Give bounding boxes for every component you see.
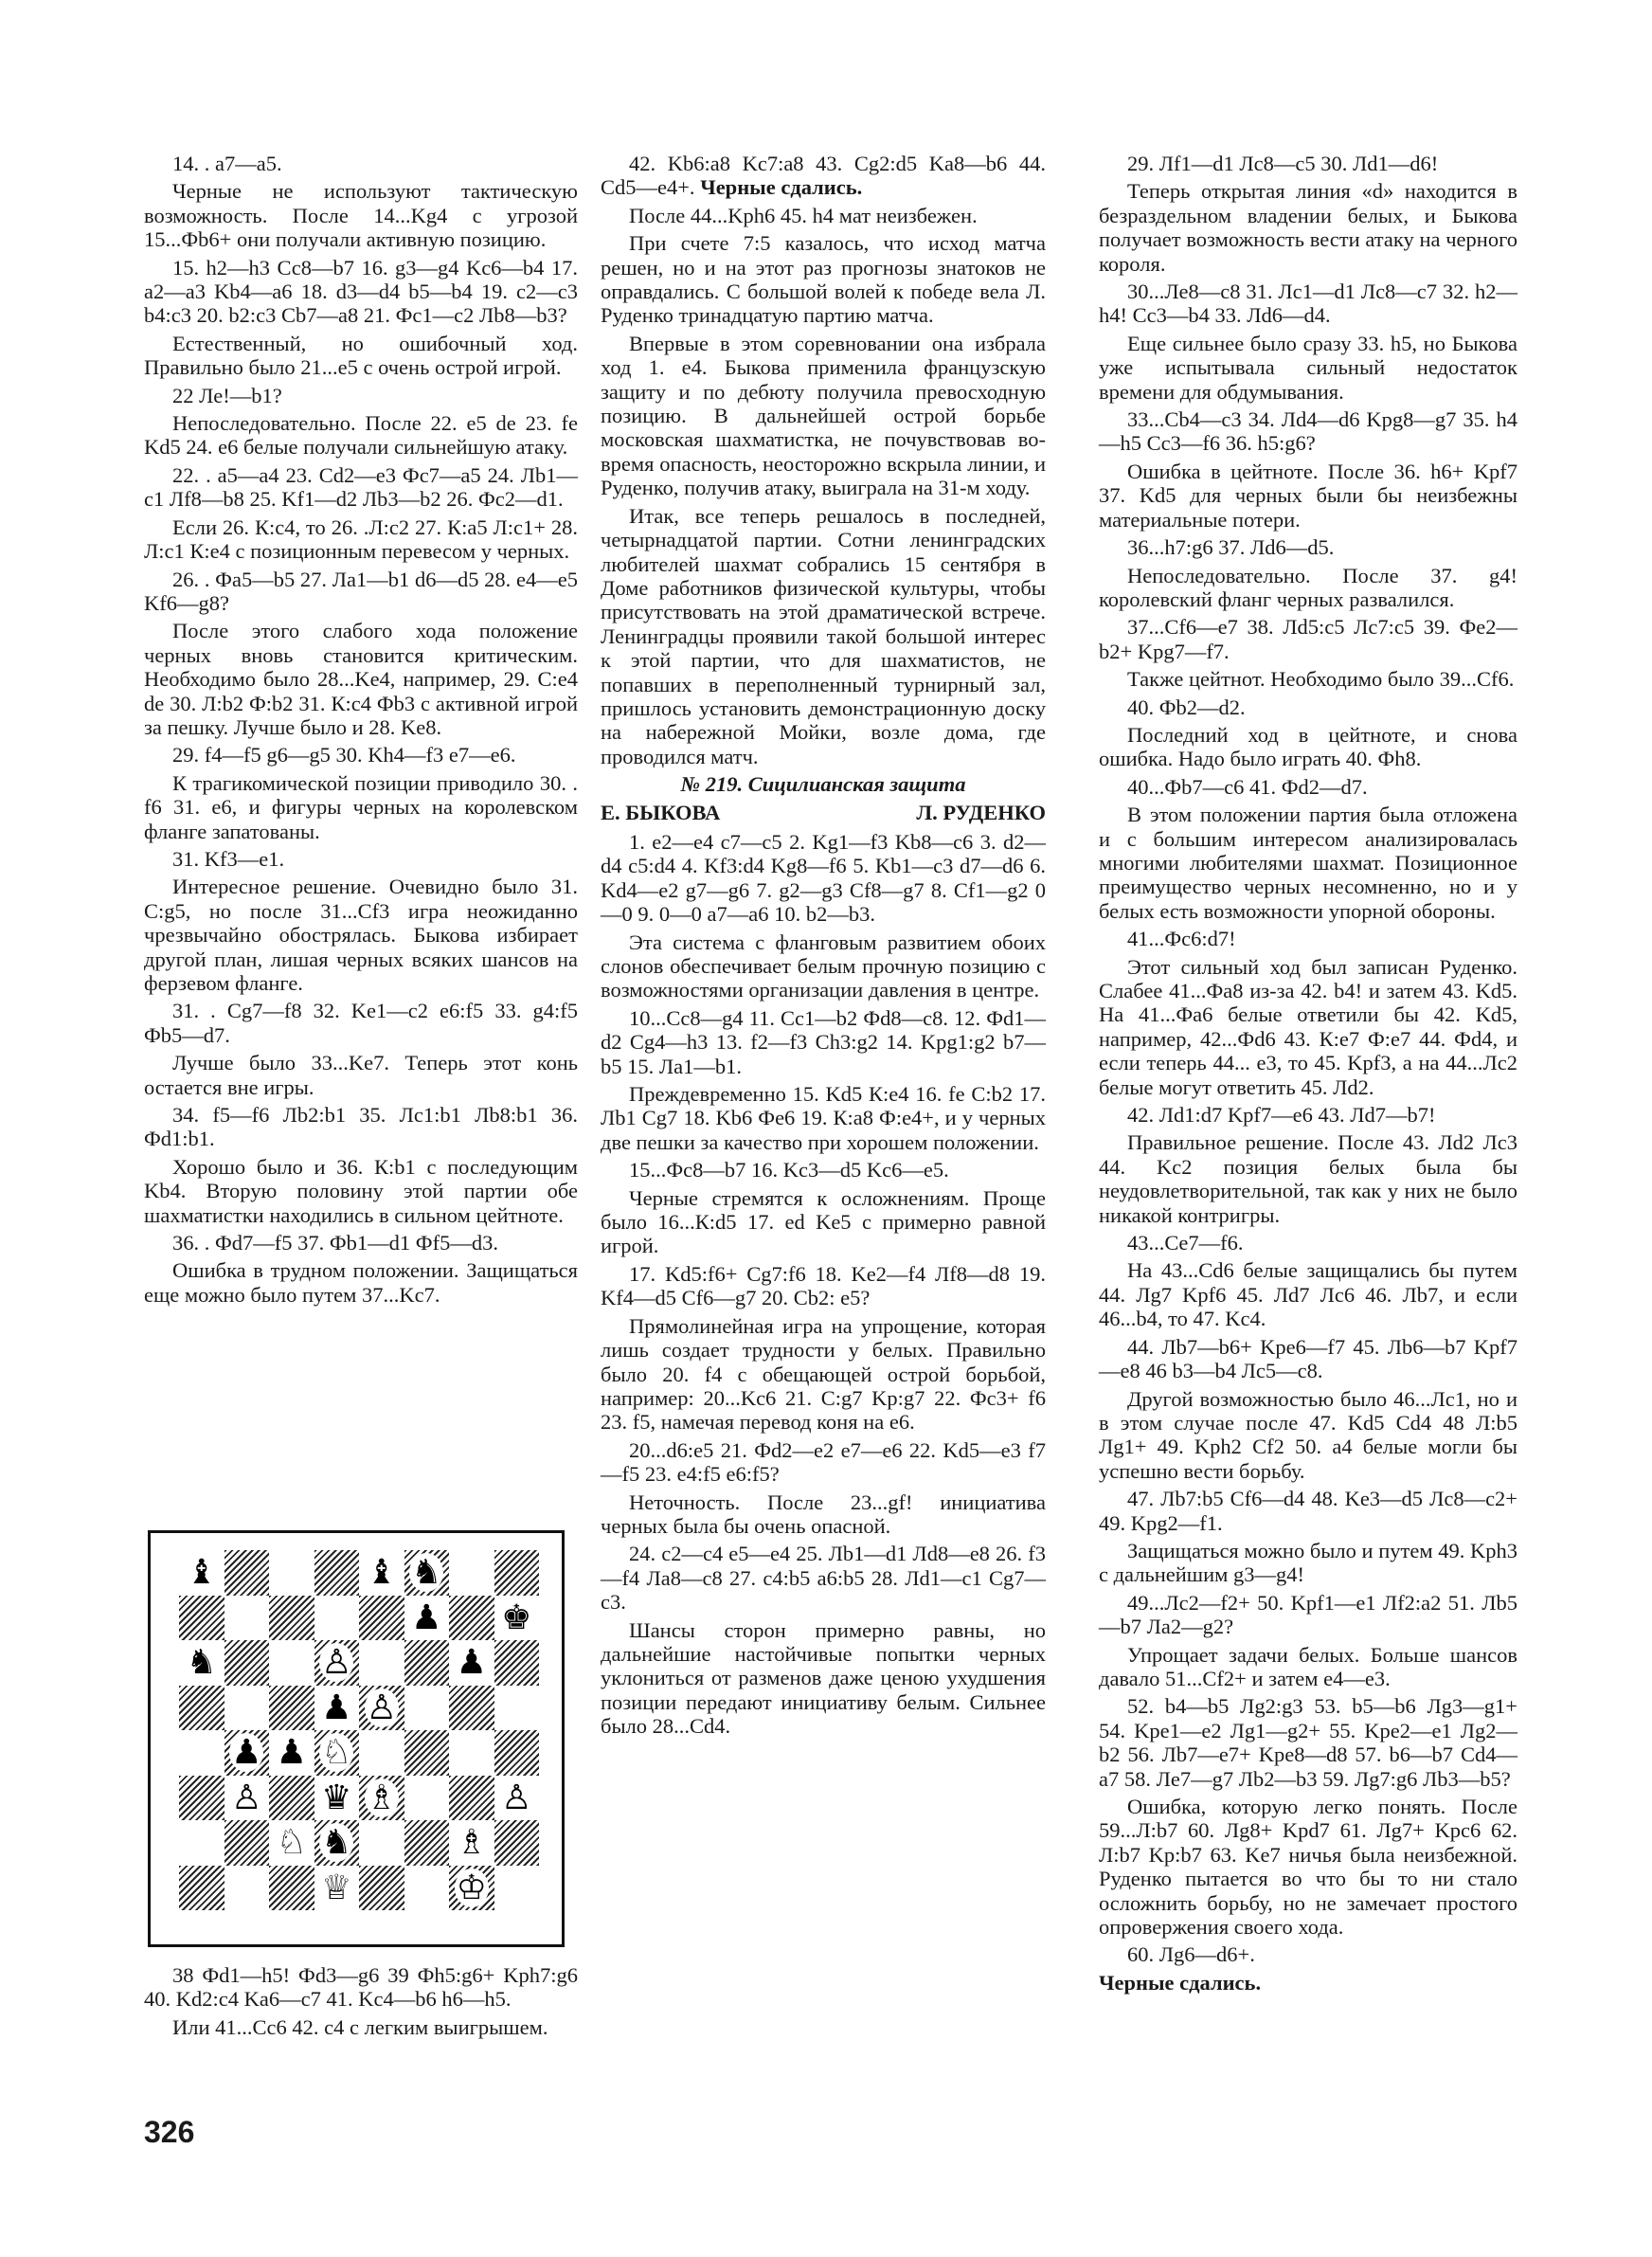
board-square <box>359 1640 404 1686</box>
paragraph: 31. Kf3—e1. <box>172 846 285 871</box>
paragraph: 30...Ле8—с8 31. Лс1—d1 Лс8—с7 32. h2—h4! Cc3—b4 33. Лd6—d4. <box>1099 280 1517 328</box>
board-square <box>494 1640 540 1686</box>
paragraph: Неточность. После 23...gf! инициатива черных была бы очень опасной. <box>601 1490 1046 1538</box>
paragraph: При счете 7:5 казалось, что исход матча решен, но и на этот раз прогнозы знатоков не оправдались. С большой волей к победе вела Л. Руденко тринадцатую партию матча. <box>601 231 1046 328</box>
paragraph: 36...h7:g6 37. Лd6—d5. <box>1127 535 1335 560</box>
board-square <box>449 1730 494 1776</box>
chess-piece-d6: ♙ <box>321 1643 352 1682</box>
paragraph: Непоследовательно. После 22. e5 de 23. fe Kd5 24. e6 белые получали сильнейшую атаку. <box>144 411 578 460</box>
board-square <box>494 1820 540 1866</box>
paragraph: Интересное решение. Очевидно было 31. С:g5, но после 31...Cf3 игра неожиданно чрезвычайно обострялась. Быкова избирает другой план, лишая черных всяких шансов на ферзевом фланге. <box>144 875 578 995</box>
board-square <box>449 1686 494 1731</box>
paragraph: Ошибка в цейтноте. После 36. h6+ Kpf7 37. Kd5 для черных были бы неизбежны материальные потери. <box>1099 459 1517 532</box>
chess-piece-c4: ♟ <box>276 1733 307 1772</box>
paragraph: 52. b4—b5 Лg2:g3 53. b5—b6 Лg3—g1+ 54. Kpe1—e2 Лg1—g2+ 55. Kpe2—e1 Лg2—b2 56. Лb7—e7+ Kpe8—d8 57. b6—b7 Cd4—a7 58. Лe7—g7 Лb2—b3 59. Лg7:g6 Лb3—b5? <box>1099 1694 1517 1791</box>
chess-piece-b4: ♟ <box>231 1733 262 1772</box>
board-square <box>269 1550 314 1596</box>
paragraph: 43...Ce7—f6. <box>1127 1231 1244 1255</box>
paragraph: Эта система с фланговым развитием обоих слонов обеспечивает белым прочную позицию с возможностями организации давления в центре. <box>601 930 1046 1002</box>
paragraph: Преждевременно 15. Kd5 К:е4 16. fe С:b2 17. Лb1 Cg7 18. Kb6 Фе6 19. К:а8 Ф:е4+, и у черных две пешки за качество при хорошем положении. <box>601 1082 1046 1154</box>
chess-piece-e5: ♙ <box>366 1688 397 1727</box>
paragraph: 15. h2—h3 Сс8—b7 16. g3—g4 Kc6—b4 17. a2—a3 Kb4—a6 18. d3—d4 b5—b4 19. с2—с3 b4:c3 20. b2:c3 Cb7—a8 21. Фc1—c2 Лb8—b3? <box>144 255 578 328</box>
board-square <box>179 1686 224 1731</box>
board-square <box>404 1640 450 1686</box>
paragraph: Естественный, но ошибочный ход. Правильно было 21...e5 с очень острой игрой. <box>144 331 578 380</box>
board-square <box>224 1686 270 1731</box>
paragraph: Этот сильный ход был записан Руденко. Слабее 41...Фа8 из-за 42. b4! и затем 43. Kd5. На 41...Фа6 белые ответили бы 42. Kd5, например, 42...Фd6 43. К:е7 Ф:е7 44. Фd4, и если теперь 44... e3, то 45. Kpf3, а на 44...Лc2 белые могут ответить 45. Лd2. <box>1099 954 1517 1099</box>
board-square <box>404 1776 450 1821</box>
column-1-bottom <box>144 1963 578 2043</box>
paragraph: После 44...Kph6 45. h4 мат неизбежен. <box>629 203 978 227</box>
paragraph: Черные стремятся к осложнениям. Проще было 16...К:d5 17. ed Ke5 с примерно равной игрой. <box>601 1185 1046 1258</box>
board-square <box>269 1640 314 1686</box>
chess-board <box>179 1550 539 1910</box>
paragraph: Шансы сторон примерно равны, но дальнейшие настойчивые попытки черных уклониться от разменов даже ценою ухудшения позиции передают инициативу белым. Сильнее было 28...Cd4. <box>601 1617 1046 1739</box>
chess-piece-a8: ♝ <box>186 1553 217 1592</box>
paragraph: Ошибка в трудном положении. Защищаться еще можно было путем 37...Kc7. <box>144 1258 578 1307</box>
board-square <box>314 1550 360 1596</box>
paragraph: Впервые в этом соревновании она избрала ход 1. е4. Быкова применила французскую защиту и по дебюту получила превосходную позицию. В дальнейшей острой борьбе московская шахматистка, не почувствовав во-время опасность, неосторожно вскрыла линии, и Руденко, получив атаку, выиграла на 31-м ходу. <box>601 331 1046 500</box>
paragraph: 60. Лg6—d6+. <box>1127 1942 1255 1967</box>
paragraph: 31. . Cg7—f8 32. Ke1—c2 e6:f5 33. g4:f5 Фb5—d7. <box>144 999 578 1047</box>
black-player: Л. РУДЕНКО <box>916 800 1046 824</box>
chess-piece-c2: ♘ <box>276 1823 307 1862</box>
chess-piece-f7: ♟ <box>411 1598 442 1637</box>
board-square <box>449 1596 494 1641</box>
board-square <box>224 1820 270 1866</box>
paragraph: 40. Фb2—d2. <box>1127 695 1246 719</box>
chess-piece-h3: ♙ <box>501 1778 532 1817</box>
board-square <box>179 1866 224 1911</box>
paragraph: Также цейтнот. Необходимо было 39...Cf6. <box>1127 667 1515 692</box>
chess-piece-e8: ♝ <box>366 1553 397 1592</box>
paragraph: Упрощает задачи белых. Больше шансов давало 51...Cf2+ и затем е4—е3. <box>1099 1642 1517 1690</box>
paragraph: Еще сильнее было сразу 33. h5, но Быкова уже испытывала сильный недостаток времени для обдумывания. <box>1099 331 1517 404</box>
paragraph: В этом положении партия была отложена и с большим интересом анализировалась многими любителями шахмат. Позиционное преимущество черных несомненно, но и у белых есть возможности упорной обороны. <box>1099 803 1517 923</box>
paragraph: 17. Kd5:f6+ Cg7:f6 18. Ke2—f4 Лf8—d8 19. Kf4—d5 Cf6—g7 20. Cb2: e5? <box>601 1261 1046 1310</box>
paragraph: Другой возможностью было 46...Лc1, но и в этом случае после 47. Kd5 Cd4 48 Л:b5 Лg1+ 49. Kph2 Cf2 50. a4 белые могли бы успешно вести борьбу. <box>1099 1386 1517 1483</box>
paragraph: 49...Лc2—f2+ 50. Kpf1—e1 Лf2:a2 51. Лb5—b7 Лa2—g2? <box>1099 1590 1517 1639</box>
chess-piece-e3: ♗ <box>366 1778 397 1817</box>
board-square <box>179 1730 224 1776</box>
paragraph: Или 41...Cc6 42. c4 с легким выигрышем. <box>172 2014 548 2039</box>
board-square <box>359 1596 404 1641</box>
board-square <box>404 1730 450 1776</box>
board-square <box>494 1550 540 1596</box>
board-square <box>494 1866 540 1911</box>
paragraph: 37...Cf6—e7 38. Лd5:c5 Лc7:c5 39. Фe2—b2+ Kpg7—f7. <box>1099 615 1517 663</box>
board-square <box>359 1866 404 1911</box>
paragraph: 34. f5—f6 Лb2:b1 35. Лc1:b1 Лb8:b1 36. Фd1:b1. <box>144 1103 578 1151</box>
chess-piece-a6: ♞ <box>186 1643 217 1682</box>
paragraph: Ошибка, которую легко понять. После 59...Л:b7 60. Лg8+ Kpd7 61. Лg7+ Kpc6 62. Л:b7 Kp:b7 63. Ke7 ничья была неизбежной. Руденко пытается во что бы то ни стало осложнить борьбу, но не замечает простого опровержения своего хода. <box>1099 1795 1517 1940</box>
board-square <box>314 1596 360 1641</box>
paragraph: 44. Лb7—b6+ Kpe6—f7 45. Лb6—b7 Kpf7—e8 46 b3—b4 Лc5—c8. <box>1099 1334 1517 1383</box>
chess-piece-d3: ♛ <box>321 1778 352 1817</box>
paragraph: 1. e2—e4 c7—c5 2. Kg1—f3 Kb8—c6 3. d2—d4 c5:d4 4. Kf3:d4 Kg8—f6 5. Kb1—c3 d7—d6 6. Kd4—e2 g7—g6 7. g2—g3 Cf8—g7 8. Cf1—g2 0—0 9. 0—0 a7—a6 10. b2—b3. <box>601 829 1046 927</box>
board-square <box>179 1596 224 1641</box>
board-square <box>224 1596 270 1641</box>
paragraph: 22 Ле!—b1? <box>172 383 282 407</box>
players <box>601 801 1046 824</box>
paragraph: 47. Лb7:b5 Cf6—d4 48. Ke3—d5 Лc8—c2+ 49. Kpg2—f1. <box>1099 1487 1517 1535</box>
paragraph: Защищаться можно было и путем 49. Kph3 с дальнейшим g3—g4! <box>1099 1538 1517 1587</box>
paragraph: К трагикомической позиции приводило 30. . f6 31. e6, и фигуры черных на королевском фланге запатованы. <box>144 770 578 843</box>
board-square <box>449 1550 494 1596</box>
board-square <box>269 1866 314 1911</box>
paragraph: Лучше было 33...Ke7. Теперь этот конь остается вне игры. <box>144 1051 578 1099</box>
chess-piece-g2: ♗ <box>456 1823 487 1862</box>
board-square <box>179 1820 224 1866</box>
paragraph: 29. f4—f5 g6—g5 30. Kh4—f3 e7—e6. <box>172 743 516 767</box>
chess-piece-f8: ♞ <box>411 1553 442 1592</box>
paragraph: Последний ход в цейтноте, и снова ошибка. Надо было играть 40. Фh8. <box>1099 722 1517 771</box>
chess-piece-d1: ♕ <box>321 1868 352 1907</box>
board-square <box>404 1686 450 1731</box>
paragraph: На 43...Cd6 белые защищались бы путем 44. Лg7 Kpf6 45. Лd7 Лc6 46. Лb7, и если 46...b4, то 47. Kc4. <box>1099 1258 1517 1331</box>
paragraph: 42. Лd1:d7 Kpf7—e6 43. Лd7—b7! <box>1127 1103 1436 1128</box>
page-number: 326 <box>144 2115 195 2149</box>
board-square <box>359 1730 404 1776</box>
board-square <box>269 1686 314 1731</box>
paragraph: Черные не используют тактическую возможность. После 14...Kg4 с угрозой 15...Фb6+ они получали активную позицию. <box>144 179 578 252</box>
column-2 <box>601 152 1046 1742</box>
chess-diagram <box>148 1530 565 1947</box>
game-title: № 219. Сицилианская защита <box>680 772 966 797</box>
paragraph: Правильное решение. После 43. Лd2 Лс3 44. Kc2 позиция белых была бы неудовлетворительной, так как у них не было никакой контригры. <box>1099 1130 1517 1227</box>
chess-piece-b3: ♙ <box>231 1778 262 1817</box>
board-square <box>404 1820 450 1866</box>
paragraph: 26. . Фа5—b5 27. Лa1—b1 d6—d5 28. e4—e5 Kf6—g8? <box>144 567 578 615</box>
paragraph: Теперь открытая линия «d» находится в безраздельном владении белых, и Быкова получает возможность вести атаку на черного короля. <box>1099 179 1517 276</box>
column-3 <box>1099 152 1517 1998</box>
white-player: Е. БЫКОВА <box>601 800 721 824</box>
chess-piece-d2: ♞ <box>321 1823 352 1862</box>
paragraph: 38 Фd1—h5! Фd3—g6 39 Фh5:g6+ Kph7:g6 40. Kd2:c4 Ka6—c7 41. Kc4—b6 h6—h5. <box>144 1963 578 2012</box>
chess-piece-d4: ♘ <box>321 1733 352 1772</box>
board-square <box>269 1776 314 1821</box>
board-square <box>494 1686 540 1731</box>
board-square <box>224 1550 270 1596</box>
paragraph: Непоследовательно. После 37. g4! королевский фланг черных развалился. <box>1099 563 1517 611</box>
paragraph: Хорошо было и 36. К:b1 с последующим Kb4. Вторую половину этой партии обе шахматистки находились в сильном цейтноте. <box>144 1154 578 1227</box>
resignation-note: Черные сдались. <box>700 175 863 200</box>
paragraph: 41...Фс6:d7! <box>1127 927 1236 951</box>
paragraph: 10...Cc8—g4 11. Cc1—b2 Фd8—c8. 12. Фd1—d2 Cg4—h3 13. f2—f3 Ch3:g2 14. Kpg1:g2 b7—b5 15. Лa1—b1. <box>601 1005 1046 1078</box>
paragraph: 20...d6:e5 21. Фd2—e2 e7—e6 22. Kd5—e3 f7—f5 23. e4:f5 e6:f5? <box>601 1437 1046 1487</box>
resignation-note: Черные сдались. <box>1099 1970 1262 1995</box>
board-square <box>269 1596 314 1641</box>
board-square <box>494 1730 540 1776</box>
column-1 <box>144 152 578 1310</box>
board-square <box>359 1820 404 1866</box>
paragraph: Если 26. К:с4, то 26. .Л:с2 27. К:а5 Л:с1+ 28. Л:с1 К:е4 с позиционным перевесом у черных. <box>144 515 578 564</box>
paragraph: 14. . а7—а5. <box>172 152 282 175</box>
paragraph: 36. . Фd7—f5 37. Фb1—d1 Фf5—d3. <box>172 1231 498 1255</box>
paragraph: 29. Лf1—d1 Лc8—c5 30. Лd1—d6! <box>1127 152 1439 175</box>
board-square <box>179 1776 224 1821</box>
board-square <box>224 1866 270 1911</box>
chess-piece-g1: ♔ <box>456 1868 487 1907</box>
paragraph: 40...Фb7—c6 41. Фd2—d7. <box>1127 774 1368 799</box>
paragraph: Прямолинейная игра на упрощение, которая лишь создает трудности у белых. Правильно было 20. f4 с обещающей острой борьбой, например: 20...Kc6 21. C:g7 Kp:g7 22. Фc3+ f6 23. f5, намечая перевод коня на е6. <box>601 1313 1046 1435</box>
paragraph: 42. Kb6:a8 Kc7:a8 43. Cg2:d5 Ka8—b6 44. Cd5—e4+. Черные сдались. <box>601 152 1046 200</box>
chess-piece-d5: ♟ <box>321 1688 352 1727</box>
paragraph: 22. . а5—а4 23. Cd2—e3 Фс7—а5 24. Лb1—c1 Лf8—b8 25. Kf1—d2 Лb3—b2 26. Фc2—d1. <box>144 462 578 512</box>
board-square <box>224 1640 270 1686</box>
chess-piece-h7: ♚ <box>501 1598 532 1637</box>
board-square <box>449 1776 494 1821</box>
paragraph: 15...Фс8—b7 16. Kc3—d5 Kc6—e5. <box>629 1158 949 1183</box>
paragraph: 33...Cb4—c3 34. Лd4—d6 Kpg8—g7 35. h4—h5 Cc3—f6 36. h5:g6? <box>1099 407 1517 456</box>
chess-piece-g6: ♟ <box>456 1643 487 1682</box>
paragraph: После этого слабого хода положение черных вновь становится критическим. Необходимо было 28...Ke4, например, 29. С:е4 de 30. Л:b2 Ф:b2 31. К:с4 Фb3 с активной игрой за пешку. Лучше было и 28. Ke8. <box>144 619 578 739</box>
board-square <box>404 1866 450 1911</box>
paragraph: 24. c2—c4 e5—e4 25. Лb1—d1 Лd8—e8 26. f3—f4 Лa8—c8 27. c4:b5 a6:b5 28. Лd1—c1 Cg7—c3. <box>601 1542 1046 1615</box>
paragraph: Итак, все теперь решалось в последней, четырнадцатой партии. Сотни ленинградских любителей шахмат собрались 15 сентября в Доме работников физической культуры, чтобы присутствовать на этой драматической встрече. Ленинградцы проявили такой большой интерес к этой партии, что для шахматистов, не попавших в переполненный турнирный зал, пришлось установить демонстрационную доску на набережной Мойки, возле дома, где проводился матч. <box>601 503 1046 768</box>
